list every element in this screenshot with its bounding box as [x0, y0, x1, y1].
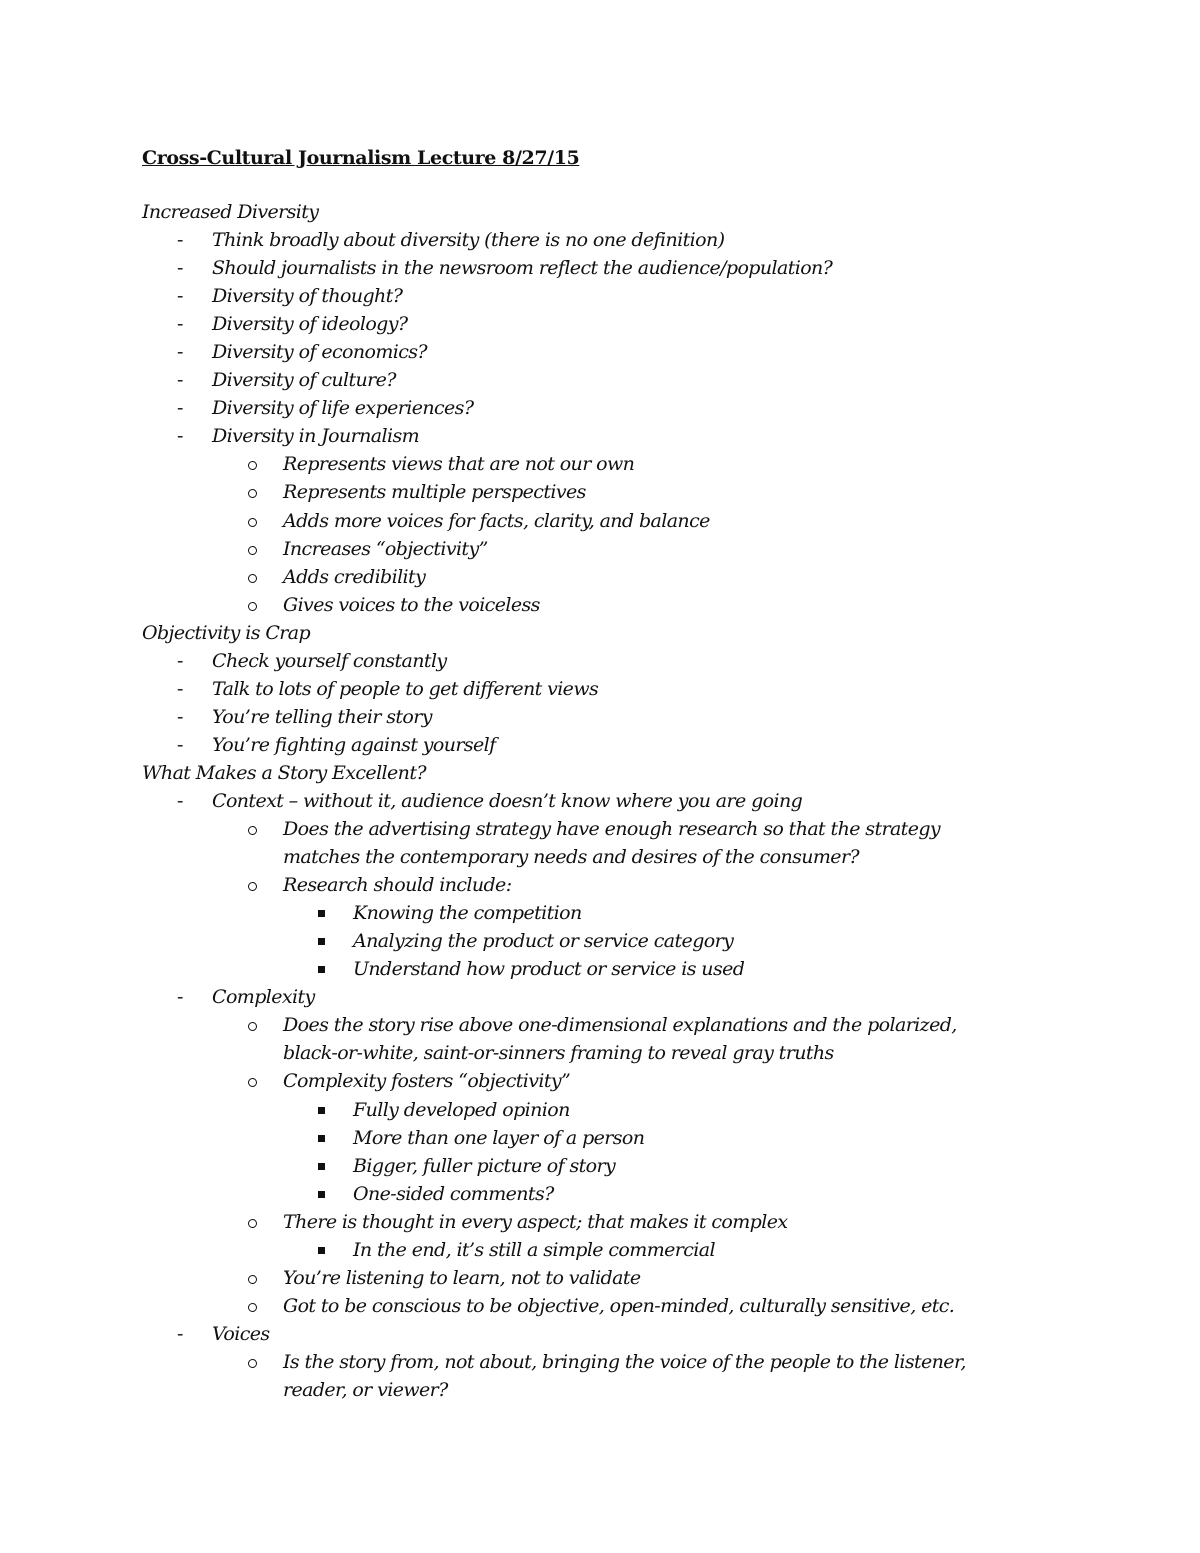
sub-sub-list-item-text: Analyzing the product or service category	[353, 930, 734, 953]
sub-list-item	[0, 1264, 1200, 1292]
section-heading	[0, 619, 1200, 647]
sub-sub-list-item	[0, 899, 1200, 927]
list-item	[0, 647, 1200, 675]
list-item	[0, 983, 1200, 1011]
document-title: Cross-Cultural Journalism Lecture 8/27/15	[142, 147, 580, 169]
section-heading-text: What Makes a Story Excellent?	[142, 761, 426, 784]
list-item	[0, 254, 1200, 282]
sub-list-item	[0, 1039, 1200, 1067]
dash-bullet: -	[177, 425, 183, 448]
sub-sub-list-item	[0, 1152, 1200, 1180]
sub-list-item	[0, 871, 1200, 899]
sub-list-item-text: Does the story rise above one-dimensional explanations and the polarized,	[283, 1014, 957, 1037]
sub-list-item-text: Adds more voices for facts, clarity, and balance	[283, 509, 710, 532]
sub-list-item	[0, 450, 1200, 478]
list-item-text: Complexity	[212, 986, 315, 1009]
list-item	[0, 282, 1200, 310]
dash-bullet: -	[177, 369, 183, 392]
dash-bullet: -	[177, 313, 183, 336]
list-item-text: Context – without it, audience doesn’t know where you are going	[212, 789, 803, 812]
dash-bullet: -	[177, 789, 183, 812]
sub-list-item-text: Increases “objectivity”	[283, 537, 488, 560]
sub-list-item-text: Is the story from, not about, bringing the voice of the people to the listener,	[283, 1350, 966, 1373]
sub-list-item	[0, 1067, 1200, 1095]
sub-sub-list-item-text: Bigger, fuller picture of story	[353, 1154, 616, 1177]
list-item	[0, 1320, 1200, 1348]
list-item-text: Diversity in Journalism	[212, 425, 420, 448]
sub-list-item-text: Gives voices to the voiceless	[283, 593, 540, 616]
sub-list-item	[0, 1292, 1200, 1320]
sub-sub-list-item	[0, 1180, 1200, 1208]
list-item	[0, 422, 1200, 450]
sub-sub-list-item	[0, 927, 1200, 955]
dash-bullet: -	[177, 397, 183, 420]
sub-list-item-text: Adds credibility	[283, 565, 426, 588]
list-item	[0, 787, 1200, 815]
list-item-text: Diversity of economics?	[212, 341, 427, 364]
dash-bullet: -	[177, 341, 183, 364]
list-item	[0, 675, 1200, 703]
sub-sub-list-item-text: Knowing the competition	[353, 902, 582, 925]
document-body	[0, 198, 1200, 1404]
sub-list-item-text: Complexity fosters “objectivity”	[283, 1070, 571, 1093]
list-item-text: You’re telling their story	[212, 705, 432, 728]
list-item	[0, 394, 1200, 422]
dash-bullet: -	[177, 229, 183, 252]
sub-list-item-text: Represents views that are not our own	[283, 453, 635, 476]
sub-list-item-text: matches the contemporary needs and desires of the consumer?	[283, 846, 860, 869]
list-item	[0, 310, 1200, 338]
section-heading	[0, 759, 1200, 787]
sub-list-item-text: Does the advertising strategy have enough research so that the strategy	[283, 818, 941, 841]
sub-list-item-text: You’re listening to learn, not to validate	[283, 1266, 641, 1289]
list-item-text: Think broadly about diversity (there is no one definition)	[212, 229, 725, 252]
list-item	[0, 731, 1200, 759]
sub-list-item	[0, 1011, 1200, 1039]
sub-list-item-text: Research should include:	[283, 874, 512, 897]
sub-list-item-text: There is thought in every aspect; that makes it complex	[283, 1210, 788, 1233]
list-item	[0, 366, 1200, 394]
sub-list-item	[0, 535, 1200, 563]
sub-sub-list-item-text: Fully developed opinion	[353, 1098, 570, 1121]
sub-sub-list-item-text: In the end, it’s still a simple commercial	[353, 1238, 715, 1261]
sub-sub-list-item	[0, 1096, 1200, 1124]
sub-sub-list-item	[0, 1236, 1200, 1264]
sub-list-item-text: reader, or viewer?	[283, 1378, 448, 1401]
sub-list-item	[0, 591, 1200, 619]
dash-bullet: -	[177, 649, 183, 672]
list-item	[0, 226, 1200, 254]
dash-bullet: -	[177, 733, 183, 756]
dash-bullet: -	[177, 986, 183, 1009]
list-item-text: Diversity of life experiences?	[212, 397, 474, 420]
sub-list-item	[0, 507, 1200, 535]
list-item-text: You’re fighting against yourself	[212, 733, 496, 756]
dash-bullet: -	[177, 677, 183, 700]
dash-bullet: -	[177, 1322, 183, 1345]
sub-list-item	[0, 843, 1200, 871]
sub-list-item	[0, 478, 1200, 506]
section-heading-text: Increased Diversity	[142, 201, 319, 223]
list-item-text: Check yourself constantly	[212, 649, 447, 672]
list-item	[0, 703, 1200, 731]
dash-bullet: -	[177, 257, 183, 280]
sub-sub-list-item-text: More than one layer of a person	[353, 1126, 645, 1149]
sub-sub-list-item-text: Understand how product or service is used	[353, 958, 745, 981]
list-item	[0, 338, 1200, 366]
sub-list-item	[0, 563, 1200, 591]
sub-list-item	[0, 815, 1200, 843]
sub-list-item-text: Represents multiple perspectives	[283, 481, 586, 504]
sub-list-item-text: Got to be conscious to be objective, open-minded, culturally sensitive, etc.	[283, 1294, 955, 1317]
sub-sub-list-item	[0, 955, 1200, 983]
sub-list-item	[0, 1208, 1200, 1236]
sub-sub-list-item	[0, 1124, 1200, 1152]
section-heading-text: Objectivity is Crap	[142, 621, 311, 644]
list-item-text: Diversity of thought?	[212, 285, 403, 308]
list-item-text: Talk to lots of people to get different views	[212, 677, 599, 700]
list-item-text: Diversity of culture?	[212, 369, 396, 392]
dash-bullet: -	[177, 705, 183, 728]
sub-list-item	[0, 1348, 1200, 1376]
sub-sub-list-item-text: One-sided comments?	[353, 1182, 554, 1205]
list-item-text: Diversity of ideology?	[212, 313, 408, 336]
section-heading	[0, 198, 1200, 226]
list-item-text: Voices	[212, 1322, 270, 1345]
sub-list-item-text: black-or-white, saint-or-sinners framing to reveal gray truths	[283, 1042, 834, 1065]
dash-bullet: -	[177, 285, 183, 308]
list-item-text: Should journalists in the newsroom reflect the audience/population?	[212, 257, 833, 280]
sub-list-item	[0, 1376, 1200, 1404]
